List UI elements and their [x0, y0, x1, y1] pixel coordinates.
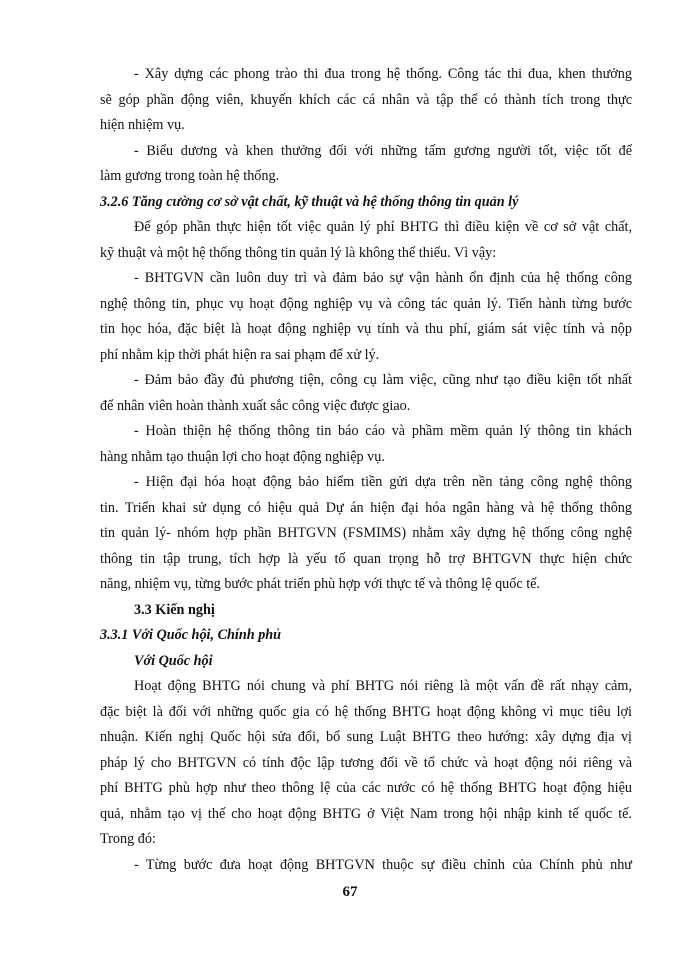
text-line: 3.3 Kiến nghị: [134, 601, 215, 618]
text-line: đặc biệt là đối với những quốc gia có hệ thống BHTG hoạt động không vì mục tiêu lợi: [100, 703, 632, 720]
text-line: Trong đó:: [100, 831, 156, 847]
text-line: làm gương trong toàn hệ thống.: [100, 168, 280, 184]
body-text: [100, 62, 632, 878]
text-line: - Biểu dương và khen thưởng đối với những tấm gương người tốt, việc tốt để: [134, 142, 632, 159]
text-line: sẽ góp phần động viên, khuyến khích các cá nhân và tập thể có thành tích trong thực: [100, 91, 632, 108]
text-line: Hoạt động BHTG nói chung và phí BHTG nói riêng là một vấn đề rất nhạy cảm,: [134, 678, 632, 694]
text-line: Để góp phần thực hiện tốt việc quản lý phí BHTG thì điều kiện về cơ sở vật chất,: [134, 219, 632, 235]
text-line: hàng nhằm tạo thuận lợi cho hoạt động nghiệp vụ.: [100, 448, 385, 465]
text-line: 3.3.1 Với Quốc hội, Chính phủ: [100, 627, 282, 643]
text-line: - Hiện đại hóa hoạt động bảo hiểm tiền gửi dựa trên nền tảng công nghệ thông: [134, 474, 632, 490]
text-line: pháp lý cho BHTGVN có tính độc lập tương đối về tổ chức và hoạt động nói riêng và: [100, 754, 632, 771]
text-line: hiện nhiệm vụ.: [100, 117, 185, 133]
text-line: tin học hóa, đặc biệt là hoạt động nghiệp vụ tính và thu phí, giám sát việc tính và nộp: [100, 321, 632, 337]
text-line: nhuận. Kiến nghị Quốc hội sửa đổi, bổ sung Luật BHTG theo hướng: xây dựng địa vị: [100, 729, 632, 745]
text-line: - Đảm bảo đầy đủ phương tiện, công cụ làm việc, cũng như tạo điều kiện tốt nhất: [134, 372, 632, 388]
text-line: quả, nhằm tạo vị thế cho hoạt động BHTG ở Việt Nam trong hội nhập kinh tế quốc tế.: [100, 805, 632, 822]
text-line: kỹ thuật và một hệ thống thông tin quản lý là không thể thiếu. Vì vậy:: [100, 244, 497, 261]
text-line: phí nhằm kịp thời phát hiện ra sai phạm để xử lý.: [100, 346, 380, 363]
text-line: tin. Triển khai sử dụng có hiệu quả Dự án hiện đại hóa ngân hàng và hệ thống thông: [100, 499, 632, 516]
text-line: tin quản lý- nhóm hợp phần BHTGVN (FSMIMS) nhằm xây dựng hệ thống công nghệ: [100, 525, 632, 541]
text-line: - Hoàn thiện hệ thống thông tin báo cáo và phầm mềm quản lý thông tin khách: [134, 423, 632, 439]
text-line: phí BHTG phù hợp như theo thông lệ của các nước có hệ thống BHTG hoạt động hiệu: [100, 780, 632, 796]
text-line: năng, nhiệm vụ, từng bước phát triển phù hợp với thực tế và thông lệ quốc tế.: [100, 576, 540, 592]
text-line: nghệ thông tin, phục vụ hoạt động nghiệp vụ và công tác quản lý. Tiến hành từng bước: [100, 295, 632, 312]
text-line: 3.2.6 Tăng cường cơ sở vật chất, kỹ thuật và hệ thống thông tin quản lý: [100, 193, 519, 210]
text-line: - Từng bước đưa hoạt động BHTGVN thuộc sự điều chỉnh của Chính phủ như: [134, 856, 632, 873]
text-line: thông tin tập trung, tích hợp là yếu tố quan trọng hỗ trợ BHTGVN thực hiện chức: [100, 550, 632, 567]
text-line: - BHTGVN cần luôn duy trì và đảm bảo sự vận hành ổn định của hệ thống công: [134, 270, 632, 286]
text-line: để nhân viên hoàn thành xuất sắc công việc được giao.: [100, 397, 411, 414]
text-line: Với Quốc hội: [134, 652, 213, 669]
page-number: 67: [342, 884, 358, 900]
text-line: - Xây dựng các phong trào thi đua trong hệ thống. Công tác thi đua, khen thưởng: [134, 66, 632, 82]
